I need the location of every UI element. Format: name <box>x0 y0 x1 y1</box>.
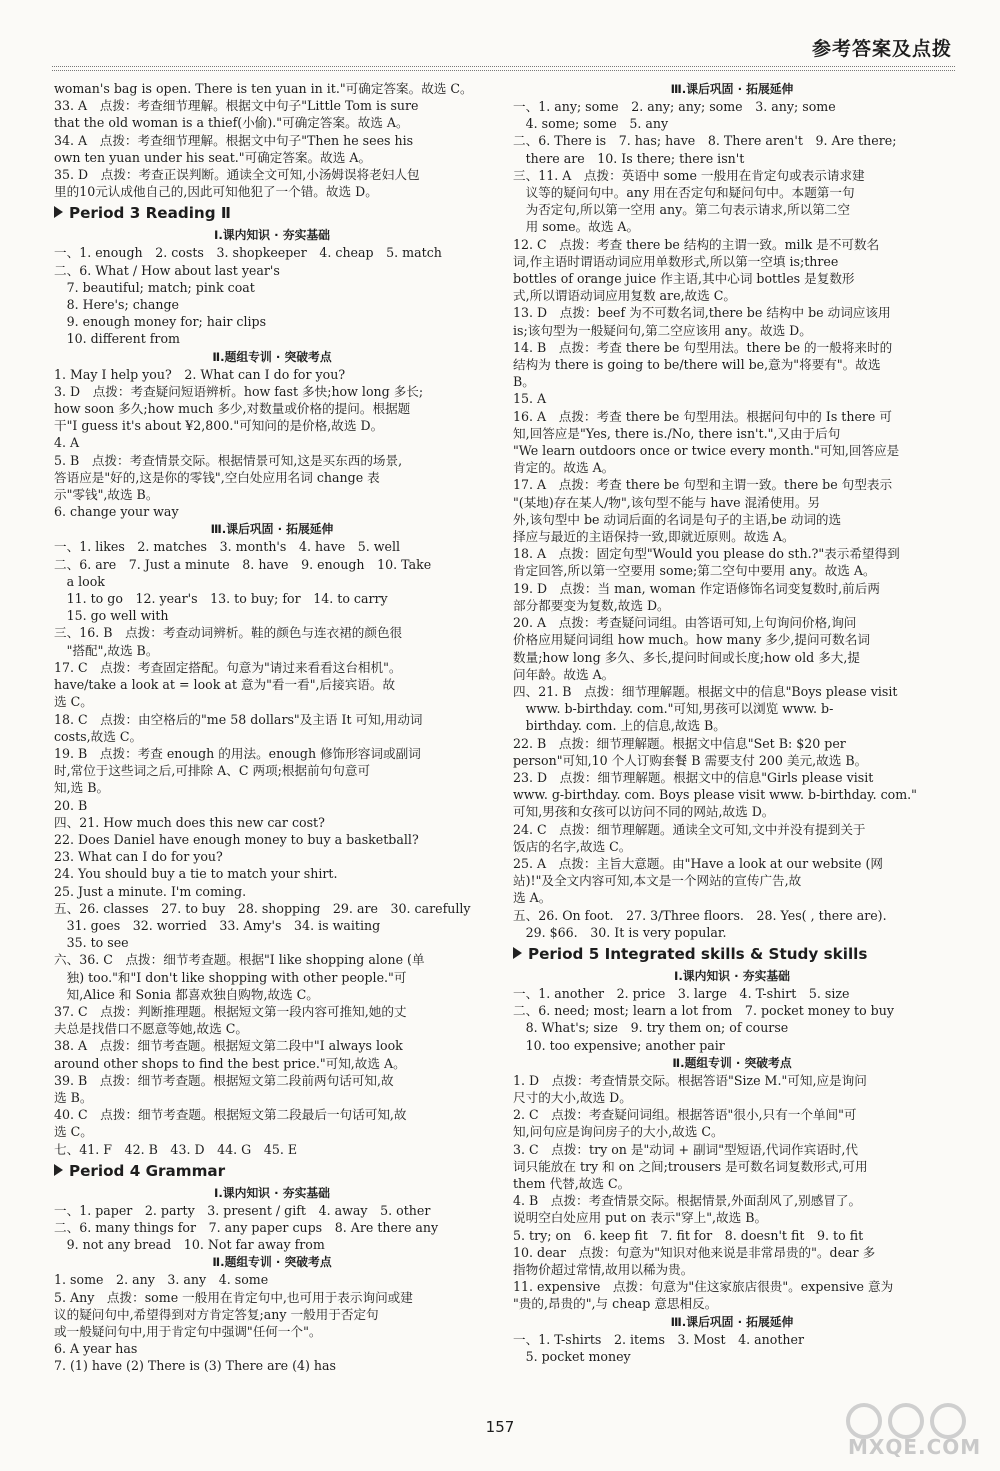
right-answer-line: 5. pocket money <box>513 1348 631 1364</box>
right-answer-line: 问年龄。故选 A。 <box>513 666 615 682</box>
right-answer-line: 尺寸的大小,故选 D。 <box>513 1089 632 1105</box>
right-answer-line: 4. some; some 5. any <box>513 116 669 132</box>
section-subheading: Ⅱ.题组专训 · 突破考点 <box>212 1255 332 1270</box>
header-rule <box>52 66 955 71</box>
right-answer-line: 站)!"及全文内容可知,本文是一个网站的宣传广告,故 <box>513 873 802 889</box>
section-subheading: Ⅲ.课后巩固 · 拓展延伸 <box>210 522 334 537</box>
left-answer-line: 五、26. classes 27. to buy 28. shopping 29. are 30. carefully <box>54 900 471 916</box>
header-title: 参考答案及点拨 <box>811 38 952 60</box>
left-answer-line: 18. C 点拨：由空格后的"me 58 dollars"及主语 It 可知,用动词 <box>54 711 423 727</box>
period-heading-text: Period 4 Grammar <box>69 1161 226 1180</box>
left-answer-line: 示"零钱",故选 B。 <box>54 487 159 503</box>
right-answer-line: B。 <box>513 374 535 390</box>
right-answer-line: 19. D 点拨：当 man, woman 作定语修饰名词变复数时,前后两 <box>513 580 880 596</box>
left-answer-line: 6. A year has <box>54 1341 138 1357</box>
right-answer-line: 4. B 点拨：考查情景交际。根据情景,外面刮风了,别感冒了。 <box>513 1193 862 1209</box>
left-answer-line: 六、36. C 点拨：细节考查题。根据"I like shopping alone (单 <box>54 952 425 968</box>
section-subheading: Ⅲ.课后巩固 · 拓展延伸 <box>670 1314 794 1329</box>
right-answer-line: person"可知,10 个人订购套餐 B 需要支付 200 美元,故选 B。 <box>513 752 868 768</box>
right-answer-line: bottles of orange juice 作主语,其中心词 bottles 是复数形 <box>513 271 855 287</box>
left-answer-line: own ten yuan under his seat."可确定答案。故选 A。 <box>54 149 372 165</box>
left-answer-line: 里的10元认成他自己的,因此可知他犯了一个错。故选 D。 <box>54 184 378 200</box>
right-answer-line: 结构为 there is going to be/there will be,意为"将要有"。故选 <box>513 357 881 373</box>
right-answer-line: 3. C 点拨：try on 是"动词 + 副词"型短语,代词作宾语时,代 <box>513 1141 858 1157</box>
left-answer-line: 时,常位于这些词之后,可排除 A、C 两项;根据前句句意可 <box>54 763 371 779</box>
left-answer-line: 议的疑问句中,希望得到对方肯定答复;any 一般用于否定句 <box>54 1306 379 1322</box>
left-answer-line: 一、1. paper 2. party 3. present / gift 4. away 5. other <box>54 1202 431 1218</box>
left-answer-line: around other shops to find the best price."可知,故选 A。 <box>54 1055 406 1071</box>
left-answer-line: 35. to see <box>54 935 129 951</box>
right-answer-line: 部分都要变为复数,故选 D。 <box>513 597 670 613</box>
right-answer-line: 2. C 点拨：考查疑问词组。根据答语"很小,只有一个单间"可 <box>513 1107 857 1123</box>
left-answer-line: 答语应是"好的,这是你的零钱",空白处应用名词 change 表 <box>54 469 380 485</box>
right-answer-line: 饭店的名字,故选 C。 <box>513 838 632 854</box>
right-answer-line: 议等的疑问句中。any 用在否定句和疑问句中。本题第一句 <box>513 185 855 201</box>
left-answer-line: 7. beautiful; match; pink coat <box>54 279 255 295</box>
left-answer-line: 一、1. likes 2. matches 3. month's 4. have 5. well <box>54 539 401 555</box>
right-answer-line: birthday. com. 上的信息,故选 B。 <box>513 718 726 734</box>
left-answer-line: 三、16. B 点拨：考查动词辨析。鞋的颜色与连衣裙的颜色很 <box>54 625 403 641</box>
triangle-bullet-icon <box>54 206 63 218</box>
right-answer-line: them 代替,故选 C。 <box>513 1175 631 1191</box>
period-heading <box>54 1159 490 1183</box>
right-answer-line: 22. B 点拨：细节理解题。根据文中信息"Set B: $20 per <box>513 735 846 751</box>
right-answer-line: 1. D 点拨：考查情景交际。根据答语"Size M."可知,应是询问 <box>513 1072 867 1088</box>
right-answer-line: 二、6. need; most; learn a lot from 7. pocket money to buy <box>513 1003 894 1019</box>
period-heading <box>54 201 490 225</box>
right-answer-line: 29. $66. 30. It is very popular. <box>513 924 727 940</box>
right-answer-line: there are 10. Is there; there isn't <box>513 150 745 166</box>
left-answer-line: how soon 多久;how much 多少,对数量或价格的提问。根据题 <box>54 401 411 417</box>
left-answer-line: 24. You should buy a tie to match your shirt. <box>54 866 338 882</box>
left-answer-line: 37. C 点拨：判断推理题。根据短文第一段内容可推知,她的丈 <box>54 1003 407 1019</box>
left-answer-line: 1. some 2. any 3. any 4. some <box>54 1272 269 1288</box>
right-answer-line: 外,该句型中 be 动词后面的名词是句子的主语,be 动词的选 <box>513 511 842 527</box>
section-subheading: Ⅰ.课内知识 · 夯实基础 <box>214 1185 330 1200</box>
right-answer-line: 13. D 点拨：beef 为不可数名词,there be 结构中 be 动词应该用 <box>513 305 891 321</box>
right-answer-line: "(某地)存在某人/物",该句型不能与 have 混淆使用。另 <box>513 494 821 510</box>
left-answer-line: 33. A 点拨：考查细节理解。根据文中句子"Little Tom is sure <box>54 98 419 114</box>
right-answer-line: 为否定句,所以第一空用 any。第二句表示请求,所以第二空 <box>513 202 850 218</box>
right-answer-line: 24. C 点拨：细节理解题。通读全文可知,文中并没有提到关于 <box>513 821 866 837</box>
left-answer-line: costs,故选 C。 <box>54 728 143 744</box>
left-answer-line: 二、6. many things for 7. any paper cups 8. Are there any <box>54 1219 439 1235</box>
left-answer-line: 7. (1) have (2) There is (3) There are (4) has <box>54 1358 337 1374</box>
left-answer-line: 七、41. F 42. B 43. D 44. G 45. E <box>54 1141 298 1157</box>
right-answer-line: 23. D 点拨：细节理解题。根据文中的信息"Girls please visit <box>513 769 874 785</box>
left-answer-line: "搭配",故选 B。 <box>54 642 159 658</box>
left-answer-line: 35. D 点拨：考查正误判断。通读全文可知,小汤姆误将老妇人包 <box>54 167 420 183</box>
right-answer-line: 二、6. There is 7. has; have 8. There aren't 9. Are there; <box>513 133 897 149</box>
left-answer-line: 40. C 点拨：细节考查题。根据短文第二段最后一句话可知,故 <box>54 1107 407 1123</box>
right-answer-line: 三、11. A 点拨：英语中 some 一般用在肯定句或表示请求建 <box>513 167 865 183</box>
left-answer-line: 17. C 点拨：考查固定搭配。句意为"请过来看看这台相机"。 <box>54 659 402 675</box>
left-column <box>54 80 490 1375</box>
period-heading <box>513 942 951 966</box>
right-answer-line: 12. C 点拨：考查 there be 结构的主谓一致。milk 是不可数名 <box>513 236 880 252</box>
page-number: 157 <box>485 1418 515 1436</box>
left-answer-line: woman's bag is open. There is ten yuan in it."可确定答案。故选 C。 <box>54 81 473 96</box>
left-answer-line: 四、21. How much does this new car cost? <box>54 814 325 830</box>
right-answer-line: 可知,男孩和女孩可以访问不同的网站,故选 D。 <box>513 804 775 820</box>
right-answer-line: 式,所以谓语动词应用复数 are,故选 C。 <box>513 288 736 304</box>
left-answer-line: 选 C。 <box>54 1124 93 1140</box>
right-answer-line: "贵的,昂贵的",与 cheap 意思相反。 <box>513 1296 718 1312</box>
left-answer-line: 19. B 点拨：考查 enough 的用法。enough 修饰形容词或副词 <box>54 745 421 761</box>
right-answer-line: 价格应用疑问词组 how much。how many 多少,提问可数名词 <box>513 632 870 648</box>
left-answer-line: 9. enough money for; hair clips <box>54 314 267 330</box>
right-answer-line: 用 some。故选 A。 <box>513 219 640 235</box>
right-answer-line: 18. A 点拨：固定句型"Would you please do sth.?"表示希望得到 <box>513 546 900 562</box>
right-answer-line: 一、1. any; some 2. any; any; some 3. any; some <box>513 99 836 114</box>
section-subheading: Ⅲ.课后巩固 · 拓展延伸 <box>670 82 794 96</box>
left-answer-line: 6. change your way <box>54 504 179 520</box>
left-answer-line: 独) too."和"I don't like shopping with other people."可 <box>54 969 407 985</box>
right-column <box>513 80 951 1365</box>
left-answer-line: 知,Alice 和 Sonia 都喜欢独自购物,故选 C。 <box>54 986 319 1002</box>
right-answer-line: 17. A 点拨：考查 there be 句型和主谓一致。there be 句型表示 <box>513 477 893 493</box>
section-subheading: Ⅱ.题组专训 · 突破考点 <box>212 349 332 364</box>
left-answer-line: 选 C。 <box>54 694 93 710</box>
left-answer-line: 8. Here's; change <box>54 297 179 313</box>
right-answer-line: 说明空白处应用 put on 表示"穿上",故选 B。 <box>513 1210 768 1226</box>
left-answer-line: 31. goes 32. worried 33. Amy's 34. is waiting <box>54 917 381 933</box>
left-answer-line: 11. to go 12. year's 13. to buy; for 14. to carry <box>54 591 388 607</box>
section-subheading: Ⅱ.题组专训 · 突破考点 <box>672 1055 792 1070</box>
left-answer-line: 23. What can I do for you? <box>54 849 223 865</box>
left-answer-line: 25. Just a minute. I'm coming. <box>54 883 247 899</box>
right-answer-line: 肯定的。故选 A。 <box>513 460 615 476</box>
left-answer-line: 38. A 点拨：细节考查题。根据短文第二段中"I always look <box>54 1038 403 1054</box>
right-answer-line: 选 A。 <box>513 890 552 906</box>
left-answer-line: 4. A <box>54 435 80 451</box>
right-answer-line: 知,回答应是"Yes, there is./No, there isn't.",又由于后句 <box>513 425 841 441</box>
left-answer-line: 20. B <box>54 797 88 813</box>
right-answer-line: 14. B 点拨：考查 there be 句型用法。there be 的一般将来时的 <box>513 339 893 355</box>
left-answer-line: 5. Any 点拨：some 一般用在肯定句中,也可用于表示询问或建 <box>54 1289 413 1305</box>
right-answer-line: 一、1. T-shirts 2. items 3. Most 4. another <box>513 1331 805 1347</box>
left-answer-line: 9. not any bread 10. Not far away from <box>54 1237 325 1253</box>
left-answer-line: 干"I guess it's about ¥2,800."可知问的是价格,故选 D。 <box>54 418 384 434</box>
right-answer-line: 20. A 点拨：考查疑问词组。由答语可知,上句询问价格,询问 <box>513 615 857 631</box>
right-answer-line: 词,作主语时谓语动词应用单数形式,所以第一空填 is;three <box>513 253 839 269</box>
right-answer-line: 一、1. another 2. price 3. large 4. T-shirt 5. size <box>513 985 850 1001</box>
left-answer-line: 一、1. enough 2. costs 3. shopkeeper 4. cheap 5. match <box>54 245 442 261</box>
section-subheading: Ⅰ.课内知识 · 夯实基础 <box>214 228 330 243</box>
right-answer-line: is;该句型为一般疑问句,第二空应该用 any。故选 D。 <box>513 322 812 338</box>
left-answer-line: 22. Does Daniel have enough money to buy a basketball? <box>54 831 419 847</box>
right-answer-line: 词只能放在 try 和 on 之间;trousers 是可数名词复数形式,可用 <box>513 1158 868 1174</box>
right-answer-line: 25. A 点拨：主旨大意题。由"Have a look at our website (网 <box>513 855 883 871</box>
right-answer-line: www. g-birthday. com. Boys please visit www. b-birthday. com." <box>513 787 917 803</box>
left-answer-line: a look <box>54 573 105 589</box>
left-answer-line: 选 B。 <box>54 1089 93 1105</box>
left-answer-line: that the old woman is a thief(小偷)."可确定答案。故选 A。 <box>54 115 409 131</box>
left-answer-line: 1. May I help you? 2. What can I do for you? <box>54 366 346 382</box>
left-answer-line: 10. different from <box>54 331 180 347</box>
page-header <box>0 0 1000 72</box>
right-answer-line: 16. A 点拨：考查 there be 句型用法。根据问句中的 Is there 可 <box>513 408 892 424</box>
triangle-bullet-icon <box>513 947 522 959</box>
right-answer-line: 5. try; on 6. keep fit 7. fit for 8. doesn't fit 9. to fit <box>513 1227 864 1243</box>
triangle-bullet-icon <box>54 1164 63 1176</box>
left-answer-line: 34. A 点拨：考查细节理解。根据文中句子"Then he sees his <box>54 132 414 148</box>
right-answer-line: 15. A <box>513 391 547 407</box>
right-answer-line: 8. What's; size 9. try them on; of course <box>513 1020 789 1036</box>
right-answer-line: 数量;how long 多久、多长,提问时间或长度;how old 多大,提 <box>513 649 860 665</box>
left-answer-line: 5. B 点拨：考查情景交际。根据情景可知,这是买东西的场景, <box>54 452 403 468</box>
left-answer-line: 15. go well with <box>54 608 169 624</box>
period-heading-text: Period 5 Integrated skills & Study skills <box>528 944 868 963</box>
right-answer-line: "We learn outdoors once or twice every month."可知,回答应是 <box>513 443 900 459</box>
right-answer-line: 五、26. On foot. 27. 3/Three floors. 28. Yes( , there are). <box>513 907 887 923</box>
left-answer-line: 3. D 点拨：考查疑问短语辨析。how fast 多快;how long 多长; <box>54 383 424 399</box>
right-answer-line: 指物价超过常情,故用以稀为贵。 <box>513 1262 694 1277</box>
left-answer-line: 二、6. What / How about last year's <box>54 262 280 278</box>
right-answer-line: 择应与最近的主语保持一致,即就近原则。故选 A。 <box>513 529 795 545</box>
period-heading-text: Period 3 Reading Ⅱ <box>69 204 231 223</box>
right-answer-line: 10. dear 点拨：句意为"知识对他来说是非常昂贵的"。dear 多 <box>513 1244 876 1260</box>
section-subheading: Ⅰ.课内知识 · 夯实基础 <box>674 968 790 983</box>
left-answer-line: 二、6. are 7. Just a minute 8. have 9. enough 10. Take <box>54 556 432 572</box>
right-answer-line: 11. expensive 点拨：句意为"住这家旅店很贵"。expensive 意为 <box>513 1279 894 1295</box>
left-answer-line: 39. B 点拨：细节考查题。根据短文第二段前两句话可知,故 <box>54 1072 394 1088</box>
left-answer-line: 夫总是找借口不愿意等她,故选 C。 <box>54 1021 248 1037</box>
right-answer-line: 10. too expensive; another pair <box>513 1037 725 1053</box>
left-answer-line: 或一般疑问句中,用于肯定句中强调"任何一个"。 <box>54 1324 322 1339</box>
right-answer-line: 肯定回答,所以第一空要用 some;第二空句中要用 any。故选 A。 <box>513 563 876 579</box>
right-answer-line: 四、21. B 点拨：细节理解题。根据文中的信息"Boys please visit <box>513 683 898 699</box>
watermark-text: MXQE.COM <box>848 1435 982 1459</box>
right-answer-line: www. b-birthday. com."可知,男孩可以浏览 www. b- <box>513 701 834 717</box>
left-answer-line: have/take a look at = look at 意为"看一看",后接宾语。故 <box>54 677 396 693</box>
left-answer-line: 知,选 B。 <box>54 780 110 796</box>
right-answer-line: 知,问句应是询问房子的大小,故选 C。 <box>513 1124 724 1140</box>
watermark-logo <box>844 1401 982 1465</box>
